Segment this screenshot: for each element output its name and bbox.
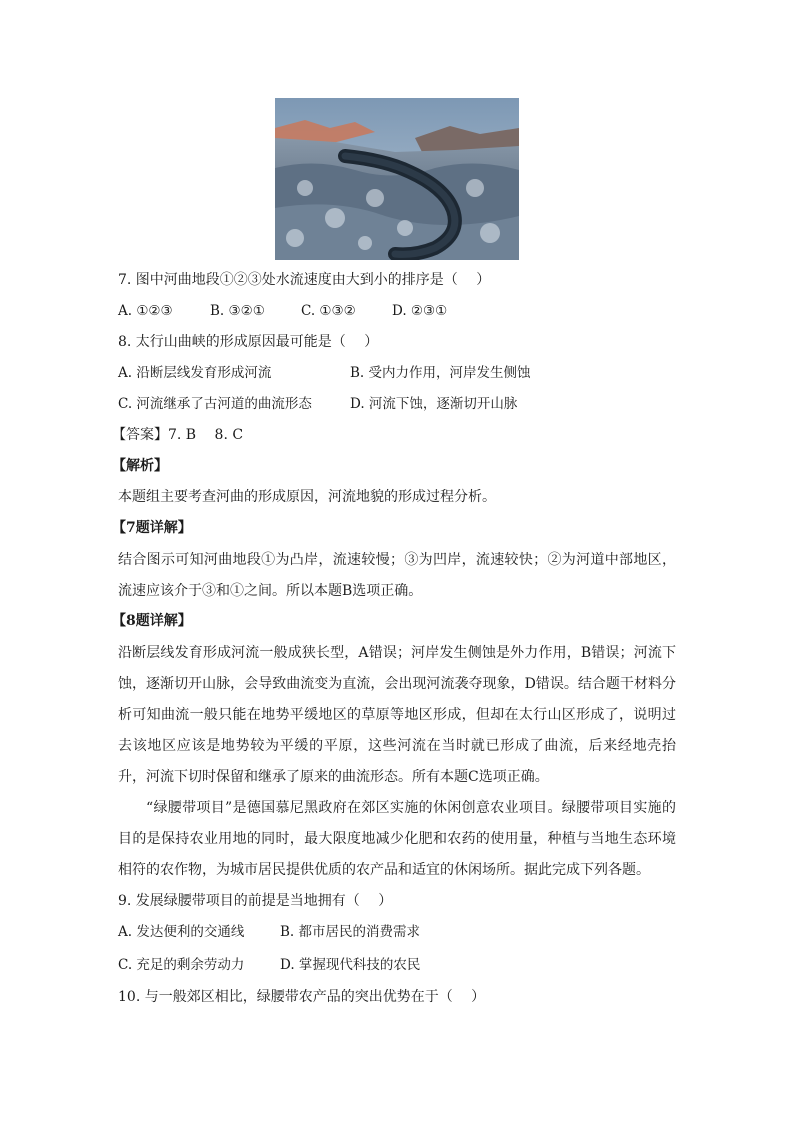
q9-option-c: C. 充足的剩余劳动力 bbox=[118, 957, 245, 973]
question-10-stem: 10. 与一般郊区相比，绿腰带农产品的突出优势在于（ ） bbox=[118, 989, 486, 1005]
q7-detail-text: 结合图示可知河曲地段①为凸岸，流速较慢；③为凹岸，流速较快；②为河道中部地区，流速应该介于③和①之间。所以本题B选项正确。 bbox=[118, 552, 676, 599]
q9-option-d: D. 掌握现代科技的农民 bbox=[280, 957, 421, 973]
q7-option-b: B. ③②① bbox=[210, 303, 265, 319]
canyon-river-photo bbox=[275, 98, 519, 260]
question-9-stem: 9. 发展绿腰带项目的前提是当地拥有（ ） bbox=[118, 893, 393, 909]
q8-option-d: D. 河流下蚀，逐渐切开山脉 bbox=[350, 396, 518, 412]
q7-option-a: A. ①②③ bbox=[118, 303, 173, 319]
question-7-stem: 7. 图中河曲地段①②③处水流速度由大到小的排序是（ ） bbox=[118, 272, 491, 288]
answer-line: 【答案】7. B 8. C bbox=[112, 427, 244, 443]
analysis-text: 本题组主要考查河曲的形成原因，河流地貌的形成过程分析。 bbox=[118, 489, 496, 505]
q7-option-c: C. ①③② bbox=[301, 303, 356, 319]
q9-option-a: A. 发达便利的交通线 bbox=[118, 924, 245, 940]
green-belt-passage: “绿腰带项目”是德国慕尼黑政府在郊区实施的休闲创意农业项目。绿腰带项目实施的目的是保持农业用地的同时，最大限度地减少化肥和农药的使用量，种植与当地生态环境相符的农作物，为城市居民提供优质的农产品和适宜的休闲场所。据此完成下列各题。 bbox=[118, 800, 676, 878]
q8-option-c: C. 河流继承了古河道的曲流形态 bbox=[118, 396, 312, 412]
q8-detail-text: 沿断层线发育形成河流一般成狭长型，A错误；河岸发生侧蚀是外力作用，B错误；河流下蚀，逐渐切开山脉，会导致曲流变为直流，会出现河流袭夺现象，D错误。结合题干材料分析可知曲流一般只能在地势平缓地区的草原等地区形成，但却在太行山区形成了，说明过去该地区应该是地势较为平缓的平原，这些河流在当时就已形成了曲流，后来经地壳抬升，河流下切时保留和继承了原来的曲流形态。所有本题C选项正确。 bbox=[118, 645, 676, 785]
q9-option-b: B. 都市居民的消费需求 bbox=[280, 924, 421, 940]
q7-detail-heading: 【7题详解】 bbox=[112, 520, 192, 536]
q8-option-a: A. 沿断层线发育形成河流 bbox=[118, 365, 272, 381]
analysis-heading: 【解析】 bbox=[112, 458, 168, 474]
q8-detail-heading: 【8题详解】 bbox=[112, 613, 192, 629]
snowy-canyon-meander-image bbox=[275, 98, 519, 260]
question-8-stem: 8. 太行山曲峡的形成原因最可能是（ ） bbox=[118, 334, 379, 350]
q7-option-d: D. ②③① bbox=[392, 303, 448, 319]
q8-option-b: B. 受内力作用，河岸发生侧蚀 bbox=[350, 365, 531, 381]
